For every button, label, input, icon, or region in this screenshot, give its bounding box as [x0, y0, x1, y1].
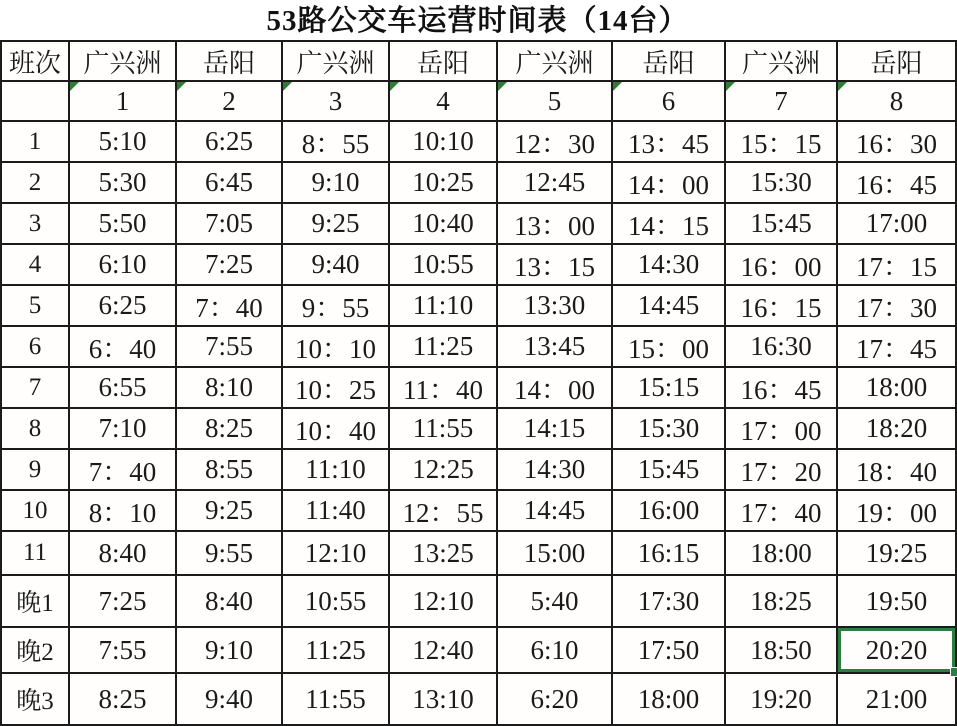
- time-cell[interactable]: 17：20: [725, 449, 837, 490]
- time-cell[interactable]: 17：45: [837, 326, 956, 367]
- time-cell[interactable]: 9：55: [282, 285, 389, 326]
- row-label-cell[interactable]: 11: [1, 531, 69, 575]
- time-cell[interactable]: 12:25: [389, 449, 497, 490]
- time-cell[interactable]: 11:25: [282, 627, 389, 673]
- column-number-label: 5: [547, 85, 562, 116]
- table-row: [1, 531, 956, 575]
- trip-number-header-cell[interactable]: 班次: [1, 41, 69, 81]
- time-cell[interactable]: 16：30: [837, 121, 956, 162]
- column-number-cell[interactable]: [612, 81, 725, 121]
- time-cell[interactable]: 14：00: [497, 367, 612, 408]
- time-cell[interactable]: 15：00: [612, 326, 725, 367]
- column-number-row: [1, 81, 956, 121]
- table-row: [1, 203, 956, 244]
- time-cell[interactable]: 12：30: [497, 121, 612, 162]
- time-cell[interactable]: 18:00: [725, 531, 837, 575]
- time-cell[interactable]: 13:30: [497, 285, 612, 326]
- time-cell[interactable]: 8:25: [69, 673, 176, 725]
- station-header-cell[interactable]: 广兴洲: [725, 41, 837, 81]
- time-cell[interactable]: 18:25: [725, 575, 837, 627]
- error-flag-triangle-icon: [390, 82, 399, 91]
- time-cell[interactable]: 13：15: [497, 244, 612, 285]
- time-cell[interactable]: 10：40: [282, 408, 389, 449]
- time-cell[interactable]: 5:10: [69, 121, 176, 162]
- time-cell[interactable]: 16:00: [612, 490, 725, 531]
- time-cell[interactable]: 9:55: [176, 531, 282, 575]
- time-cell[interactable]: 10：25: [282, 367, 389, 408]
- time-cell[interactable]: 11:10: [389, 285, 497, 326]
- column-number-cell[interactable]: [282, 81, 389, 121]
- column-number-cell[interactable]: [725, 81, 837, 121]
- timetable-table: [0, 40, 957, 726]
- time-cell[interactable]: 16：00: [725, 244, 837, 285]
- row-label-cell[interactable]: 9: [1, 449, 69, 490]
- time-cell[interactable]: 7:55: [176, 326, 282, 367]
- station-header-cell[interactable]: 岳阳: [612, 41, 725, 81]
- time-cell[interactable]: 17：40: [725, 490, 837, 531]
- table-row: [1, 121, 956, 162]
- time-cell[interactable]: 17:30: [612, 575, 725, 627]
- time-cell[interactable]: 14:30: [497, 449, 612, 490]
- time-cell[interactable]: 17：00: [725, 408, 837, 449]
- time-cell[interactable]: 14:45: [497, 490, 612, 531]
- time-cell[interactable]: 9:40: [282, 244, 389, 285]
- row-label-cell[interactable]: 10: [1, 490, 69, 531]
- time-cell[interactable]: 12:40: [389, 627, 497, 673]
- time-cell[interactable]: 16:15: [612, 531, 725, 575]
- time-cell[interactable]: 18:20: [837, 408, 956, 449]
- column-number-label: 6: [661, 85, 676, 116]
- time-cell[interactable]: 6:20: [497, 673, 612, 725]
- time-cell[interactable]: 10：10: [282, 326, 389, 367]
- station-header-cell[interactable]: 广兴洲: [69, 41, 176, 81]
- time-cell[interactable]: 14:30: [612, 244, 725, 285]
- station-header-row: [1, 41, 956, 81]
- table-body: [1, 121, 956, 725]
- row-label-cell[interactable]: 2: [1, 162, 69, 203]
- corner-cell[interactable]: [1, 81, 69, 121]
- row-label-cell[interactable]: 6: [1, 326, 69, 367]
- row-label-cell[interactable]: 晚3: [1, 673, 69, 725]
- row-label-cell[interactable]: 8: [1, 408, 69, 449]
- time-cell[interactable]: 12:45: [497, 162, 612, 203]
- fill-handle[interactable]: [950, 667, 957, 677]
- error-flag-triangle-icon: [283, 82, 292, 91]
- time-cell[interactable]: 14：00: [612, 162, 725, 203]
- table-row: [1, 244, 956, 285]
- time-cell[interactable]: 11:55: [389, 408, 497, 449]
- time-cell[interactable]: 17:50: [612, 627, 725, 673]
- row-label-cell[interactable]: 晚2: [1, 627, 69, 673]
- time-cell[interactable]: 5:30: [69, 162, 176, 203]
- time-cell[interactable]: 5:50: [69, 203, 176, 244]
- column-number-label: 4: [436, 85, 450, 116]
- time-cell[interactable]: 18:00: [612, 673, 725, 725]
- time-cell[interactable]: 6：40: [69, 326, 176, 367]
- time-cell[interactable]: 11:40: [282, 490, 389, 531]
- time-cell[interactable]: 13:25: [389, 531, 497, 575]
- time-cell[interactable]: 16：45: [837, 162, 956, 203]
- time-cell[interactable]: 15：15: [725, 121, 837, 162]
- time-cell[interactable]: 18:50: [725, 627, 837, 673]
- time-cell[interactable]: 17：15: [837, 244, 956, 285]
- station-header-cell[interactable]: 广兴洲: [497, 41, 612, 81]
- time-cell[interactable]: 5:40: [497, 575, 612, 627]
- time-cell[interactable]: 14：15: [612, 203, 725, 244]
- row-label-cell[interactable]: 4: [1, 244, 69, 285]
- table-row: [1, 408, 956, 449]
- station-header-cell[interactable]: 岳阳: [176, 41, 282, 81]
- time-cell[interactable]: 13：00: [497, 203, 612, 244]
- row-label-cell[interactable]: 3: [1, 203, 69, 244]
- row-label-cell[interactable]: 晚1: [1, 575, 69, 627]
- time-cell[interactable]: 16:30: [725, 326, 837, 367]
- row-label-cell[interactable]: 7: [1, 367, 69, 408]
- time-cell[interactable]: 8:40: [176, 575, 282, 627]
- station-header-cell[interactable]: 岳阳: [837, 41, 956, 81]
- time-cell[interactable]: 6:55: [69, 367, 176, 408]
- time-cell[interactable]: 6:25: [69, 285, 176, 326]
- time-cell[interactable]: 18:00: [837, 367, 956, 408]
- time-cell[interactable]: 12:10: [282, 531, 389, 575]
- time-cell[interactable]: 6:10: [69, 244, 176, 285]
- row-label-cell[interactable]: 5: [1, 285, 69, 326]
- time-cell[interactable]: 13:10: [389, 673, 497, 725]
- time-cell[interactable]: 8:10: [176, 367, 282, 408]
- time-cell[interactable]: 16：15: [725, 285, 837, 326]
- time-cell[interactable]: 12:10: [389, 575, 497, 627]
- table-row: [1, 326, 956, 367]
- time-cell[interactable]: 18：40: [837, 449, 956, 490]
- table-row: [1, 673, 956, 725]
- time-cell[interactable]: 9:40: [176, 673, 282, 725]
- time-cell[interactable]: 17:00: [837, 203, 956, 244]
- time-cell[interactable]: 11:55: [282, 673, 389, 725]
- time-cell[interactable]: 14:45: [612, 285, 725, 326]
- time-cell[interactable]: 13：45: [612, 121, 725, 162]
- time-cell[interactable]: 7:55: [69, 627, 176, 673]
- column-number-cell[interactable]: [389, 81, 497, 121]
- table-row: [1, 490, 956, 531]
- time-cell[interactable]: 7:25: [176, 244, 282, 285]
- time-cell[interactable]: 10:40: [389, 203, 497, 244]
- table-row: [1, 449, 956, 490]
- error-flag-triangle-icon: [838, 82, 847, 91]
- time-cell[interactable]: 15:45: [612, 449, 725, 490]
- time-cell[interactable]: 10:55: [282, 575, 389, 627]
- error-flag-triangle-icon: [613, 82, 622, 91]
- time-cell[interactable]: 12：55: [389, 490, 497, 531]
- time-cell[interactable]: 15:15: [612, 367, 725, 408]
- table-row: [1, 162, 956, 203]
- time-cell[interactable]: 21:00: [837, 673, 956, 725]
- column-number-cell[interactable]: [69, 81, 176, 121]
- time-cell[interactable]: 6:45: [176, 162, 282, 203]
- error-flag-triangle-icon: [70, 82, 79, 91]
- row-label-cell[interactable]: 1: [1, 121, 69, 162]
- column-number-label: 1: [115, 85, 130, 116]
- time-cell[interactable]: 9:10: [282, 162, 389, 203]
- time-cell[interactable]: 8:55: [176, 449, 282, 490]
- time-cell[interactable]: 7：40: [69, 449, 176, 490]
- time-cell[interactable]: 19:20: [725, 673, 837, 725]
- time-cell[interactable]: 17：30: [837, 285, 956, 326]
- time-cell[interactable]: 9:25: [282, 203, 389, 244]
- column-number-cell[interactable]: [837, 81, 956, 121]
- time-cell[interactable]: 7：40: [176, 285, 282, 326]
- error-flag-triangle-icon: [726, 82, 735, 91]
- time-cell[interactable]: 10:55: [389, 244, 497, 285]
- time-cell[interactable]: 9:25: [176, 490, 282, 531]
- time-cell[interactable]: 11：40: [389, 367, 497, 408]
- column-number-label: 8: [889, 85, 904, 116]
- table-header: [1, 41, 956, 121]
- selected-time-cell[interactable]: 20:20: [837, 627, 956, 673]
- time-cell[interactable]: 15:30: [725, 162, 837, 203]
- error-flag-triangle-icon: [177, 82, 186, 91]
- column-number-label: 7: [774, 85, 788, 116]
- time-cell[interactable]: 14:15: [497, 408, 612, 449]
- station-header-cell[interactable]: 广兴洲: [282, 41, 389, 81]
- table-row: [1, 285, 956, 326]
- error-flag-triangle-icon: [498, 82, 507, 91]
- time-cell[interactable]: 19:25: [837, 531, 956, 575]
- column-number-cell[interactable]: [176, 81, 282, 121]
- time-cell[interactable]: 6:10: [497, 627, 612, 673]
- table-row: [1, 367, 956, 408]
- time-cell[interactable]: 11:25: [389, 326, 497, 367]
- time-cell[interactable]: 6:25: [176, 121, 282, 162]
- time-cell[interactable]: 19:50: [837, 575, 956, 627]
- time-cell[interactable]: 11:10: [282, 449, 389, 490]
- time-cell[interactable]: 15:45: [725, 203, 837, 244]
- time-cell[interactable]: 19：00: [837, 490, 956, 531]
- time-cell[interactable]: 16：45: [725, 367, 837, 408]
- time-cell[interactable]: 8：10: [69, 490, 176, 531]
- column-number-label: 2: [222, 85, 236, 116]
- time-cell[interactable]: 10:25: [389, 162, 497, 203]
- time-cell[interactable]: 7:10: [69, 408, 176, 449]
- time-cell[interactable]: 8：55: [282, 121, 389, 162]
- time-cell[interactable]: 7:25: [69, 575, 176, 627]
- time-cell[interactable]: 10:10: [389, 121, 497, 162]
- time-cell[interactable]: 8:25: [176, 408, 282, 449]
- page-title: 53路公交车运营时间表（14台）: [266, 5, 689, 37]
- time-cell[interactable]: 8:40: [69, 531, 176, 575]
- time-cell[interactable]: 7:05: [176, 203, 282, 244]
- table-row: [1, 627, 956, 673]
- time-cell[interactable]: 9:10: [176, 627, 282, 673]
- column-number-label: 3: [328, 85, 343, 116]
- time-cell[interactable]: 13:45: [497, 326, 612, 367]
- column-number-cell[interactable]: [497, 81, 612, 121]
- station-header-cell[interactable]: 岳阳: [389, 41, 497, 81]
- time-cell[interactable]: 15:30: [612, 408, 725, 449]
- time-cell[interactable]: 15:00: [497, 531, 612, 575]
- table-row: [1, 575, 956, 627]
